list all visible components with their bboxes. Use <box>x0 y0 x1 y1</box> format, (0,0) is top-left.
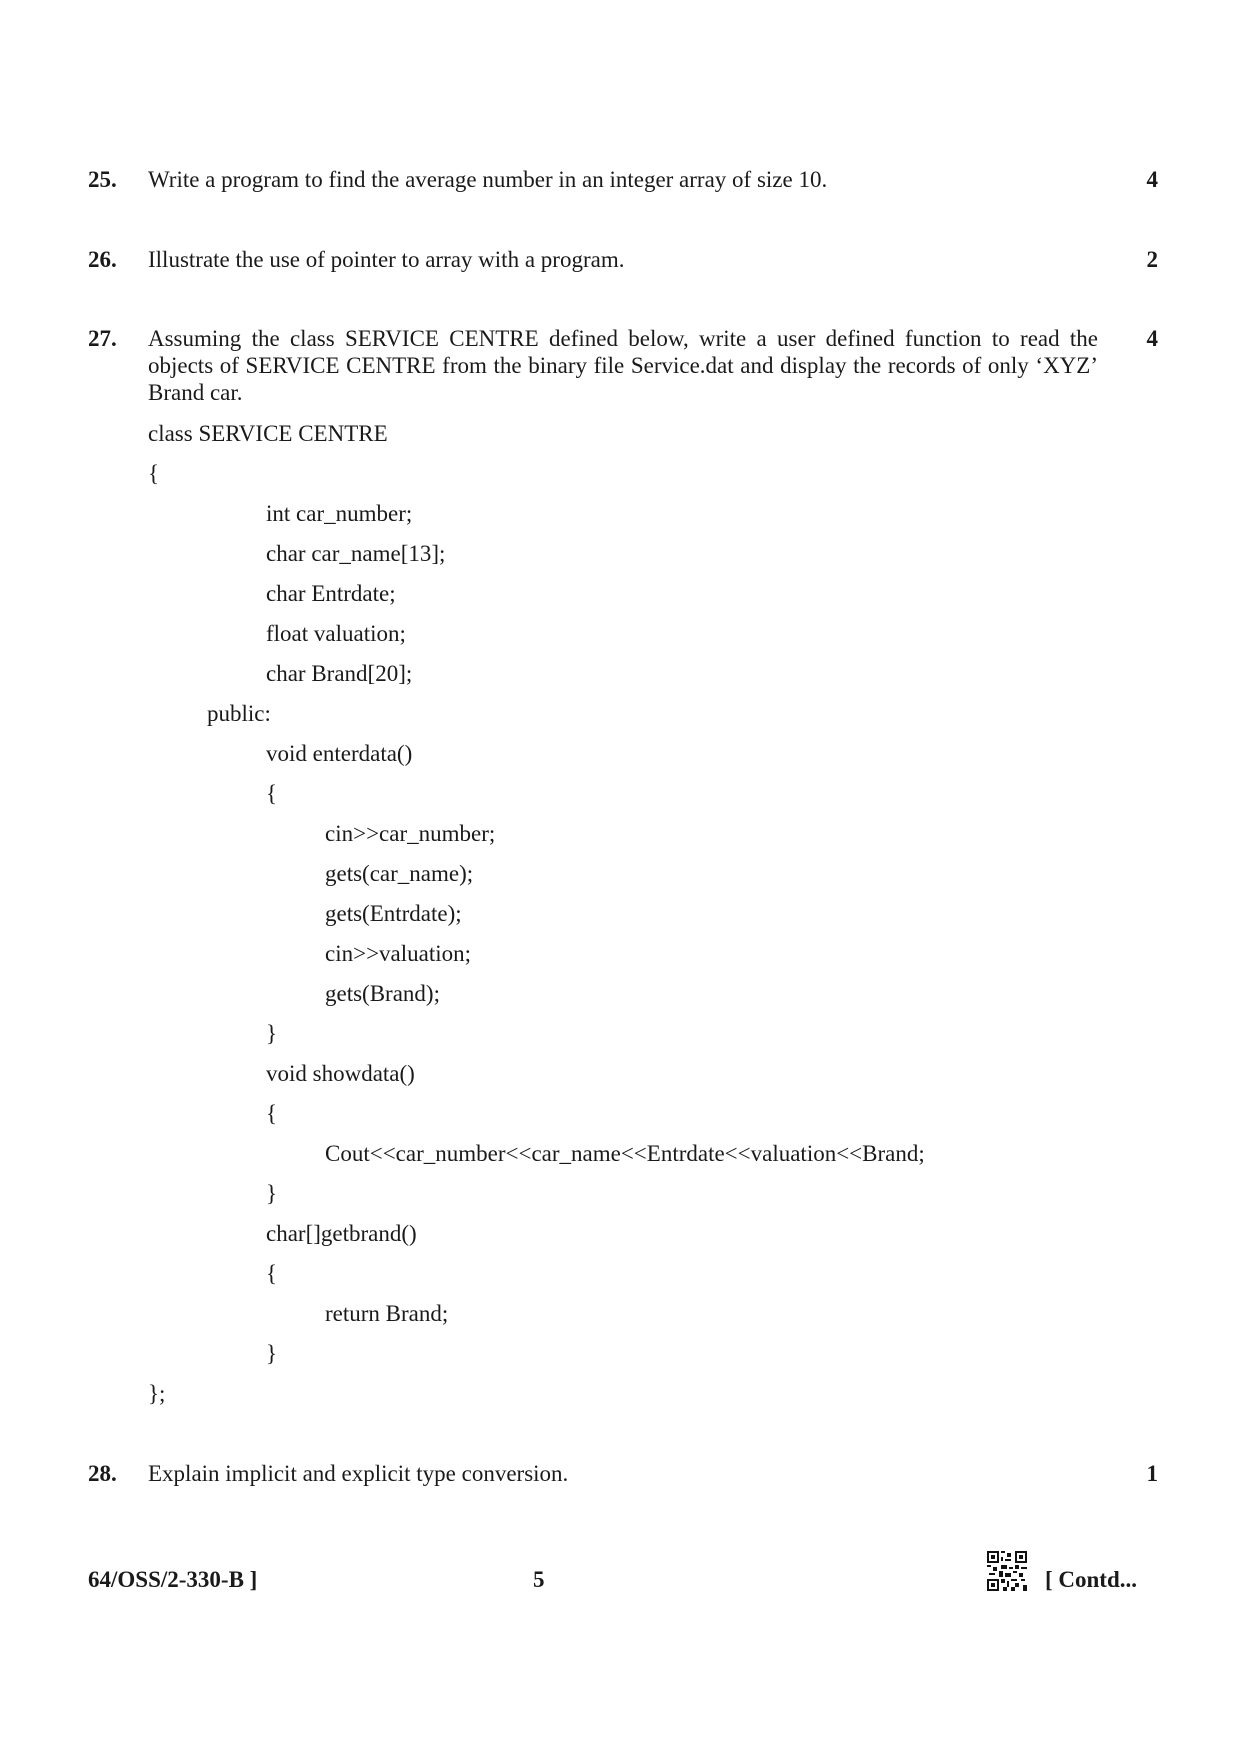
code-line: return Brand; <box>325 1301 449 1326</box>
question-text: Explain implicit and explicit type conversion. <box>148 1461 569 1486</box>
qr-code-icon <box>987 1551 1027 1591</box>
code-line: void showdata() <box>266 1061 415 1086</box>
question-number: 25. <box>88 167 117 192</box>
code-line: } <box>266 1021 278 1046</box>
footer-paper-code: 64/OSS/2-330-B ] <box>88 1567 258 1592</box>
code-line: float valuation; <box>266 621 406 646</box>
code-line: cin>>car_number; <box>325 821 496 846</box>
question-27 <box>88 325 1158 406</box>
question-marks: 2 <box>1146 247 1158 272</box>
code-line: } <box>266 1181 278 1206</box>
code-line: Cout<<car_number<<car_name<<Entrdate<<valuation<<Brand; <box>325 1141 925 1166</box>
code-line: } <box>266 1341 278 1366</box>
question-text: Illustrate the use of pointer to array with a program. <box>148 247 625 272</box>
code-line: }; <box>148 1381 166 1406</box>
code-line: void enterdata() <box>266 741 413 766</box>
code-line: char car_name[13]; <box>266 541 446 566</box>
question-marks: 4 <box>1146 326 1158 351</box>
question-text: Write a program to find the average number in an integer array of size 10. <box>148 167 828 192</box>
question-number: 28. <box>88 1461 117 1486</box>
code-line: gets(Entrdate); <box>325 901 462 926</box>
question-25 <box>88 166 1158 194</box>
question-number: 27. <box>88 326 117 351</box>
code-line: class SERVICE CENTRE <box>148 421 388 446</box>
code-line: { <box>148 461 160 486</box>
question-number: 26. <box>88 247 117 272</box>
code-line: char[]getbrand() <box>266 1221 417 1246</box>
question-marks: 4 <box>1146 167 1158 192</box>
footer-continued: [ Contd... <box>1045 1567 1138 1592</box>
code-line: cin>>valuation; <box>325 941 472 966</box>
code-line: gets(Brand); <box>325 981 440 1006</box>
footer-page-number: 5 <box>533 1567 545 1592</box>
question-26 <box>88 246 1158 274</box>
code-line: { <box>266 781 278 806</box>
code-line: public: <box>207 701 271 726</box>
question-marks: 1 <box>1146 1461 1158 1486</box>
question-text: Assuming the class SERVICE CENTRE defined below, write a user defined function to read the objects of SERVICE CENTRE from the binary file Service.dat and display the records of only ‘XYZ’ Brand car. <box>148 326 1098 405</box>
code-line: { <box>266 1101 278 1126</box>
code-line: gets(car_name); <box>325 861 474 886</box>
code-line: int car_number; <box>266 501 413 526</box>
code-line: char Brand[20]; <box>266 661 413 686</box>
code-line: { <box>266 1261 278 1286</box>
code-line: char Entrdate; <box>266 581 396 606</box>
question-28 <box>88 1460 1158 1488</box>
